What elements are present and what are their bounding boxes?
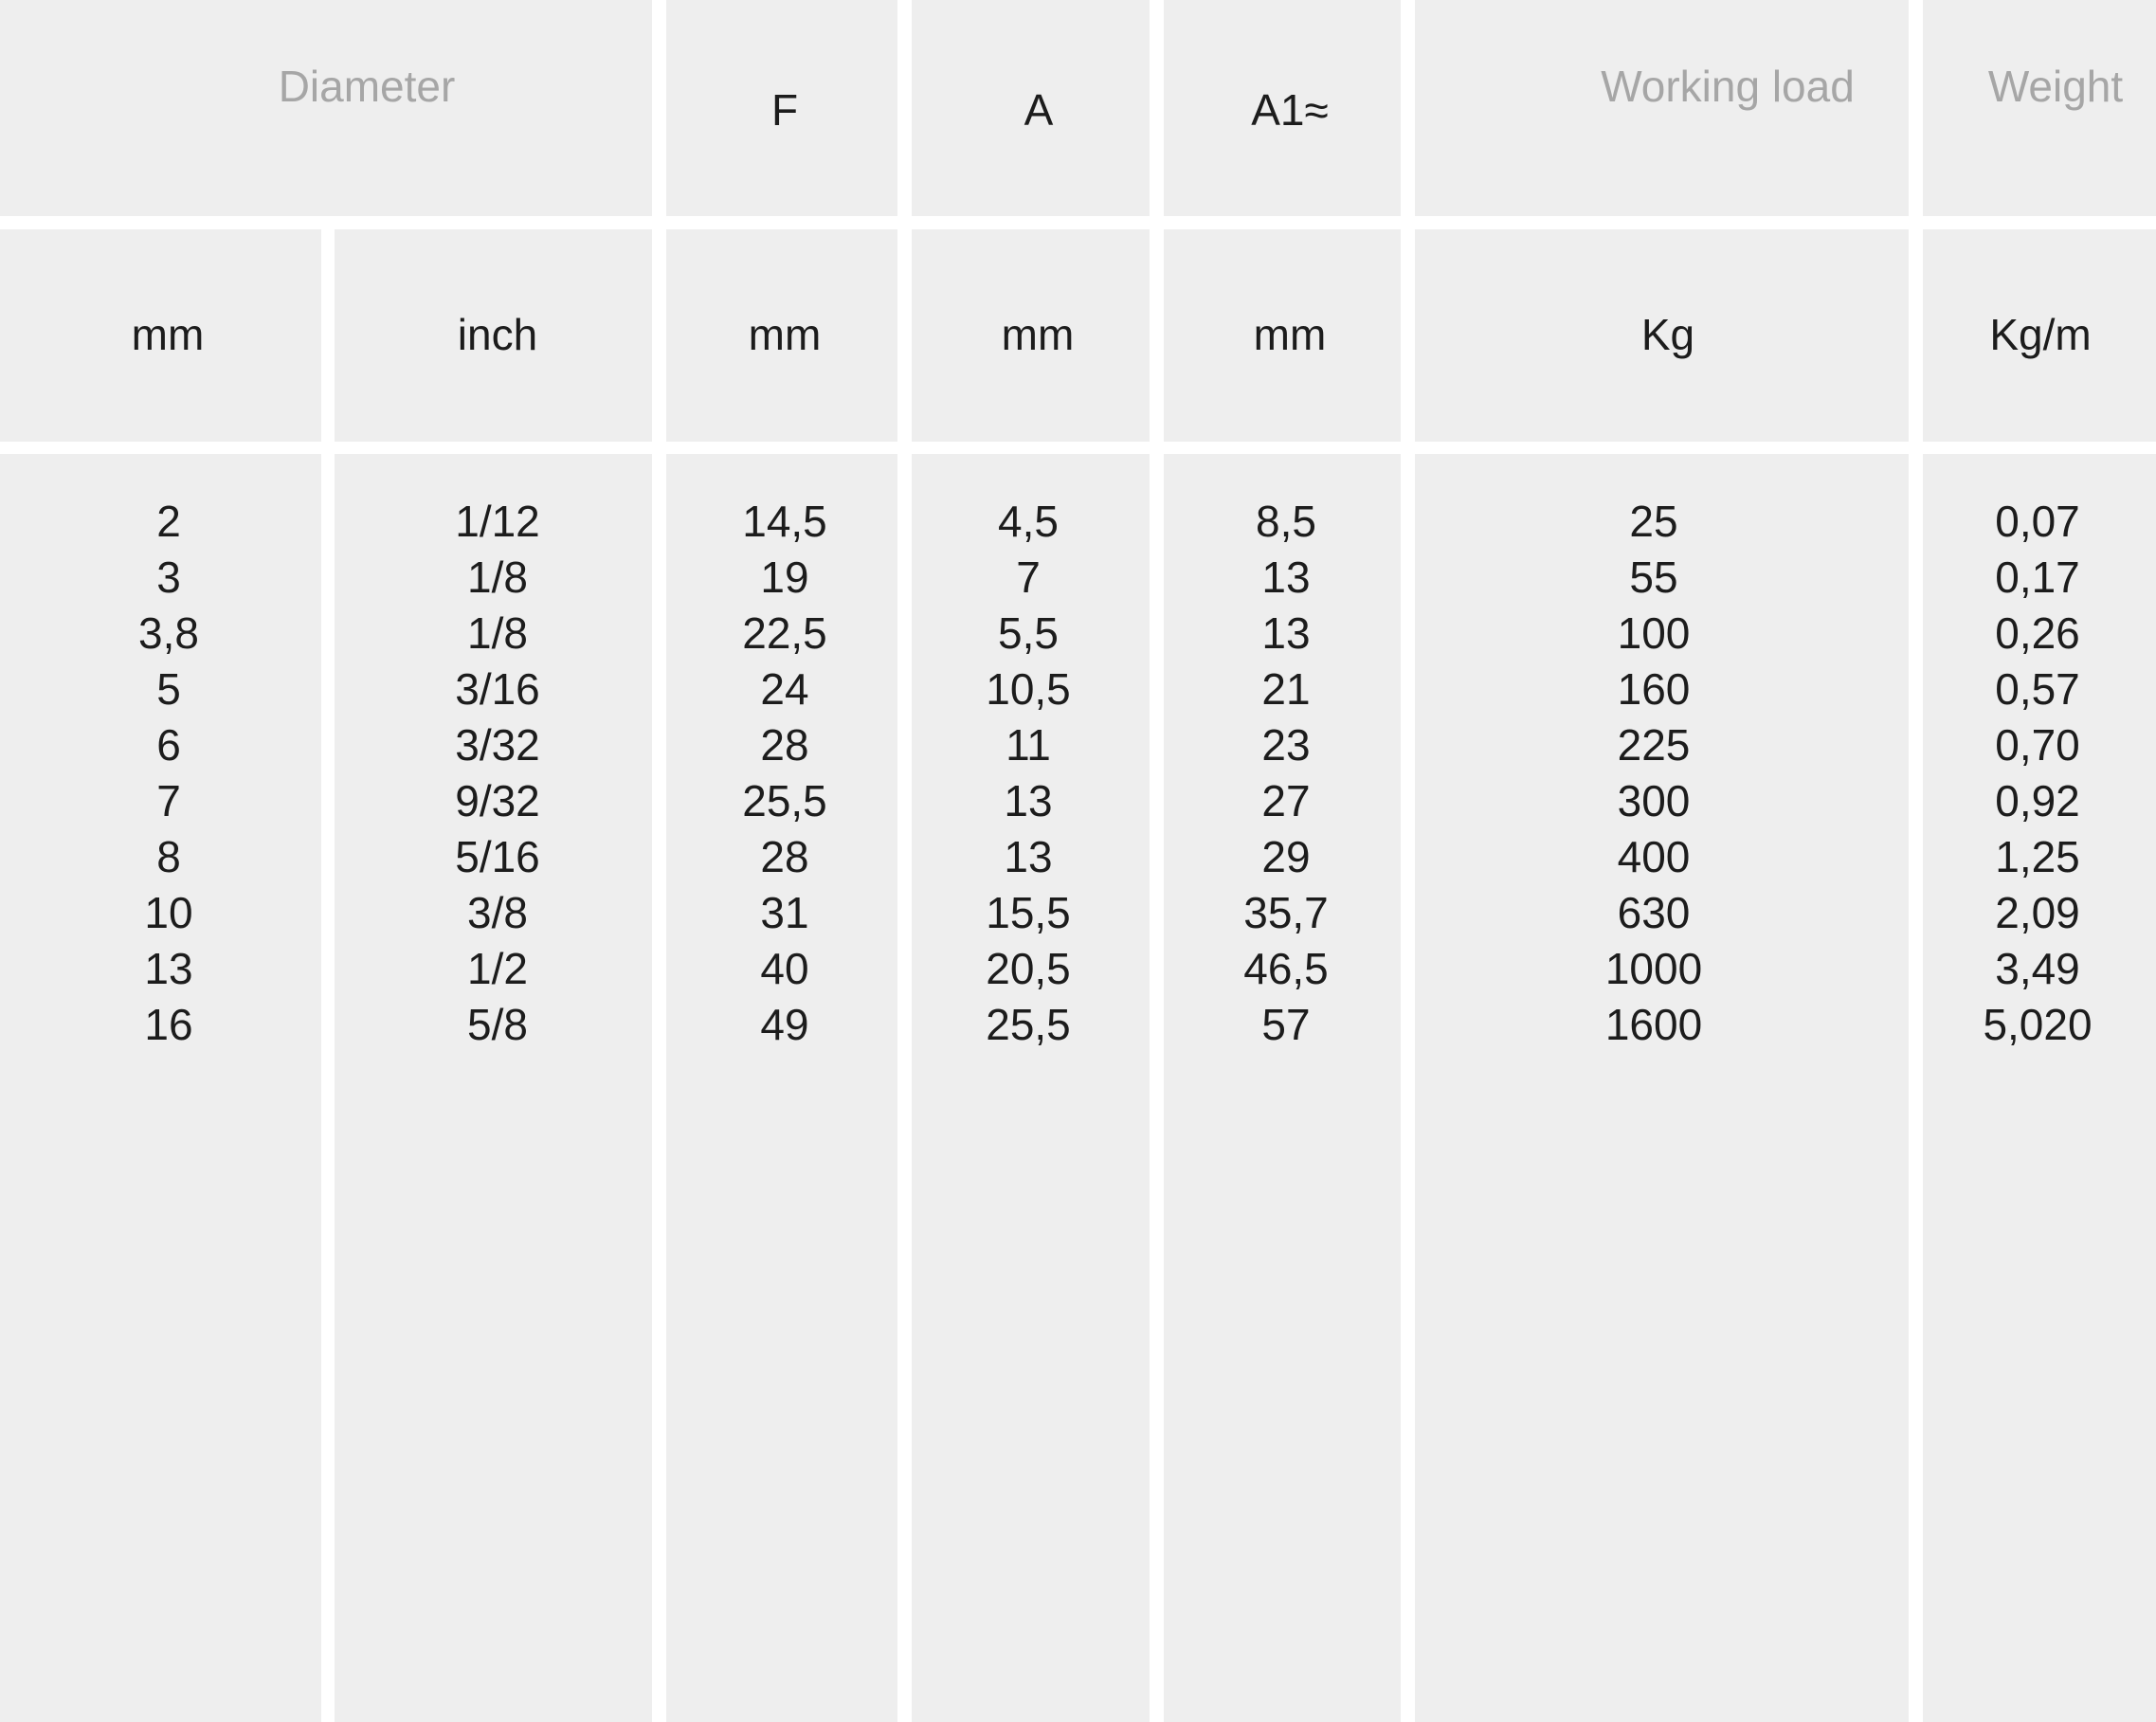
table-cell: 0,92 xyxy=(1995,776,2080,825)
table-cell: 11 xyxy=(1006,720,1051,770)
column-a1 xyxy=(1243,494,1329,1053)
table-cell: 49 xyxy=(760,1000,809,1049)
table-cell: 1/8 xyxy=(467,553,528,602)
table-cell: 3,49 xyxy=(1995,944,2080,993)
table-cell: 100 xyxy=(1617,608,1691,658)
unit-a1: mm xyxy=(1253,310,1327,359)
table-cell: 2 xyxy=(156,497,181,546)
table-cell: 10,5 xyxy=(986,664,1071,714)
table-cell: 0,07 xyxy=(1995,497,2080,546)
table-cell: 13 xyxy=(1004,776,1053,825)
table-cell: 13 xyxy=(144,944,193,993)
column-working-load xyxy=(1605,494,1702,1053)
table-cell: 13 xyxy=(1261,608,1311,658)
table-cell: 15,5 xyxy=(986,888,1071,937)
table-cell: 6 xyxy=(156,720,181,770)
table-cell: 29 xyxy=(1261,832,1311,881)
table-cell: 25,5 xyxy=(986,1000,1071,1049)
header-f-label: F xyxy=(770,85,799,135)
table-cell: 28 xyxy=(760,832,809,881)
table-cell: 10 xyxy=(144,888,193,937)
table-cell: 21 xyxy=(1261,664,1311,714)
column-diameter-mm xyxy=(138,494,199,1053)
table-cell: 55 xyxy=(1629,553,1678,602)
table-cell: 3/32 xyxy=(455,720,540,770)
table-cell: 5/16 xyxy=(455,832,540,881)
column-f xyxy=(742,494,827,1053)
column-diameter-inch xyxy=(455,494,540,1053)
column-a xyxy=(986,494,1071,1053)
table-cell: 25,5 xyxy=(742,776,827,825)
table-cell: 5,5 xyxy=(998,608,1059,658)
table-cell: 1/8 xyxy=(467,608,528,658)
unit-a: mm xyxy=(1001,310,1075,359)
table-cell: 7 xyxy=(156,776,181,825)
table-cell: 4,5 xyxy=(998,497,1059,546)
header-working-load-label: Working load xyxy=(1601,62,1855,111)
table-cell: 160 xyxy=(1617,664,1691,714)
header-a1-label: A1≈ xyxy=(1251,85,1329,135)
column-weight xyxy=(1983,494,2092,1053)
table-cell: 40 xyxy=(760,944,809,993)
table-cell: 3/8 xyxy=(467,888,528,937)
table-cell: 3/16 xyxy=(455,664,540,714)
table-cell: 300 xyxy=(1617,776,1691,825)
table-cell: 7 xyxy=(1016,553,1041,602)
table-cell: 19 xyxy=(760,553,809,602)
table-cell: 31 xyxy=(760,888,809,937)
table-cell: 3,8 xyxy=(138,608,199,658)
table-cell: 24 xyxy=(760,664,809,714)
table-cell: 27 xyxy=(1261,776,1311,825)
table-cell: 25 xyxy=(1629,497,1678,546)
table-cell: 46,5 xyxy=(1243,944,1329,993)
table-cell: 16 xyxy=(144,1000,193,1049)
table-cell: 0,26 xyxy=(1995,608,2080,658)
table-cell: 0,17 xyxy=(1995,553,2080,602)
table-cell: 9/32 xyxy=(455,776,540,825)
table-cell: 1/12 xyxy=(455,497,540,546)
unit-diameter-mm: mm xyxy=(131,310,205,359)
header-diameter-label: Diameter xyxy=(278,62,456,111)
table-cell: 225 xyxy=(1617,720,1691,770)
table-cell: 630 xyxy=(1617,888,1691,937)
table-cell: 1600 xyxy=(1604,1000,1703,1049)
unit-working-load: Kg xyxy=(1640,310,1695,359)
table-cell: 1,25 xyxy=(1995,832,2080,881)
table-cell: 13 xyxy=(1261,553,1311,602)
table-cell: 5/8 xyxy=(467,1000,528,1049)
table-cell: 400 xyxy=(1617,832,1691,881)
table-cell: 8 xyxy=(156,832,181,881)
table-cell: 57 xyxy=(1261,1000,1311,1049)
header-weight-label: Weight xyxy=(1987,62,2124,111)
table-cell: 22,5 xyxy=(742,608,827,658)
table-cell: 5 xyxy=(156,664,181,714)
table-cell: 1/2 xyxy=(467,944,528,993)
table-cell: 14,5 xyxy=(742,497,827,546)
table-cell: 23 xyxy=(1261,720,1311,770)
table-cell: 0,57 xyxy=(1995,664,2080,714)
header-a-label: A xyxy=(1024,85,1054,135)
table-cell: 5,020 xyxy=(1983,1000,2093,1049)
table-cell: 35,7 xyxy=(1243,888,1329,937)
table-cell: 2,09 xyxy=(1995,888,2080,937)
unit-f: mm xyxy=(748,310,822,359)
unit-weight: Kg/m xyxy=(1989,310,2092,359)
table-cell: 1000 xyxy=(1604,944,1703,993)
table-cell: 8,5 xyxy=(1256,497,1316,546)
table-cell: 0,70 xyxy=(1995,720,2080,770)
table-cell: 28 xyxy=(760,720,809,770)
unit-diameter-inch: inch xyxy=(457,310,538,359)
table-cell: 13 xyxy=(1004,832,1053,881)
table-cell: 20,5 xyxy=(986,944,1071,993)
table-cell: 3 xyxy=(156,553,181,602)
